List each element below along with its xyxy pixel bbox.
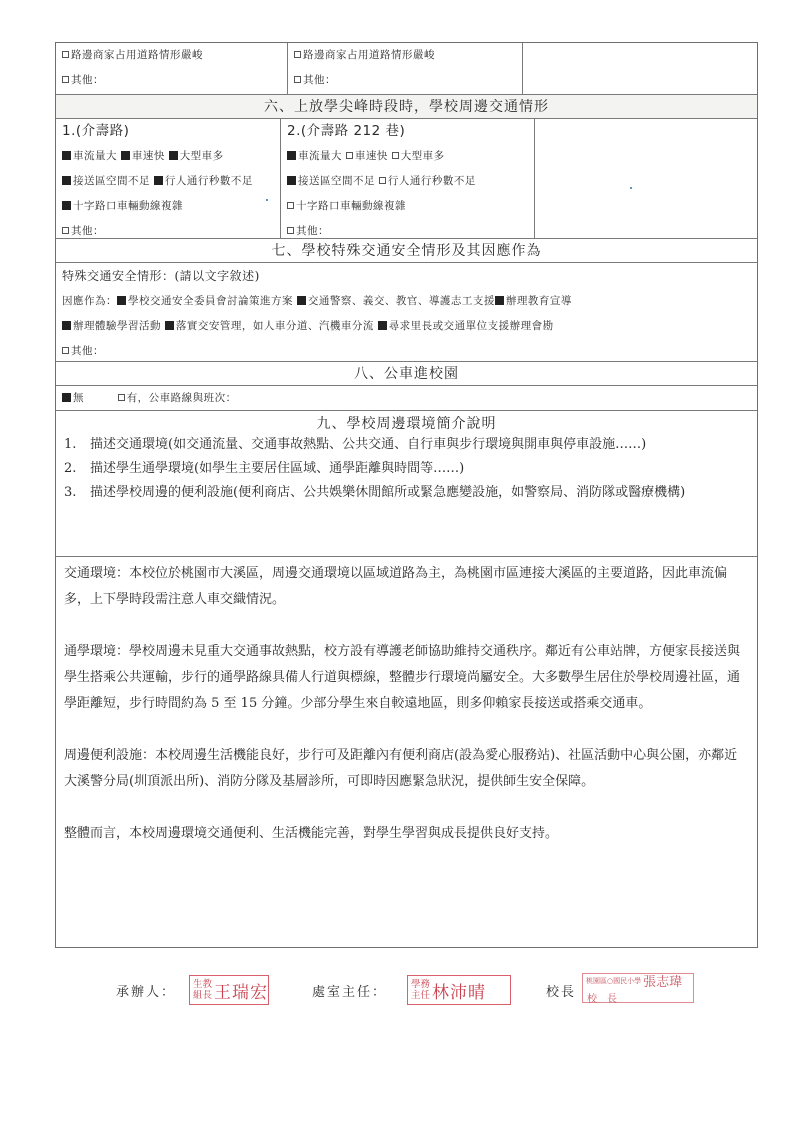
- section6-body: [56, 118, 757, 238]
- bus-has-label: 有，公車路線與班次：: [126, 392, 237, 404]
- office-director-label: 處室主任：: [312, 985, 388, 1000]
- handler-label: 承辦人：: [116, 985, 177, 1000]
- guide-item-number: 1.: [64, 437, 77, 452]
- section9-guide-list: [56, 433, 757, 507]
- checkbox[interactable]: [62, 51, 69, 58]
- option-label: 學校交通安全委員會討論策進方案: [128, 295, 297, 307]
- top-col3: [522, 43, 757, 94]
- option-label: 辦理教育宣導: [505, 295, 572, 307]
- checkbox[interactable]: [287, 176, 296, 185]
- stamp-title-bottom: 主任: [411, 990, 431, 1001]
- description-paragraph: 交通環境：本校位於桃園市大溪區，周邊交通環境以區域道路為主，為桃園市區連接大溪區的主要道路，因此車流偏多，上下學時段需注意人車交織情況。: [64, 566, 728, 607]
- road2-col: [280, 119, 534, 238]
- option-label: 落實交安管理，如人車分道、汽機車分流: [175, 320, 378, 332]
- checkbox[interactable]: [62, 201, 71, 210]
- stamp-name: 林沛晴: [432, 982, 487, 1003]
- bus-none-label: 無: [73, 392, 84, 404]
- guide-item-number: 2.: [64, 461, 77, 476]
- checkbox[interactable]: [287, 227, 294, 234]
- checkbox[interactable]: [379, 177, 386, 184]
- guide-item: [64, 457, 751, 481]
- option-label: 車速快: [131, 150, 165, 162]
- checkbox[interactable]: [287, 151, 296, 160]
- signature-row: [0, 973, 800, 1013]
- checkbox[interactable]: [62, 227, 69, 234]
- stamp-name: 王瑞宏: [214, 982, 269, 1003]
- checkbox[interactable]: [154, 176, 163, 185]
- other-label: 其他：: [296, 225, 329, 237]
- handler-stamp: [189, 975, 269, 1005]
- response-line-2: [62, 314, 751, 339]
- checkbox[interactable]: [62, 76, 69, 83]
- section7-body: [56, 262, 757, 361]
- option-label: 大型車多: [179, 150, 224, 162]
- checkbox[interactable]: [121, 151, 130, 160]
- stamp-title: 校 長: [587, 994, 617, 1005]
- option-label: 交通警察、義交、教官、導護志工支援: [307, 295, 495, 307]
- guide-item: [64, 433, 751, 457]
- other-label: 其他：: [71, 225, 104, 237]
- option-label: 接送區空間不足: [73, 175, 150, 187]
- guide-item-text: 描述學校周邊的便利設施(便利商店、公共娛樂休閒館所或緊急應變設施，如警察局、消防隊或醫療機構): [90, 485, 686, 500]
- option-label: 辦理體驗學習活動: [73, 320, 165, 332]
- top-col2: [287, 43, 522, 94]
- ink-dot: [630, 187, 632, 189]
- checkbox[interactable]: [62, 347, 69, 354]
- top-rows: [56, 43, 757, 94]
- option-label: 行人通行秒數不足: [387, 175, 476, 187]
- road1-col: [56, 119, 280, 238]
- checkbox[interactable]: [165, 321, 174, 330]
- road-name: 1.(介壽路): [62, 123, 130, 139]
- checkbox[interactable]: [62, 321, 71, 330]
- guide-item-text: 描述交通環境(如交通流量、交通事故熱點、公共交通、自行車與步行環境與開車與停車設施……): [90, 437, 647, 452]
- checkbox[interactable]: [378, 321, 387, 330]
- description-paragraph: 整體而言，本校周邊環境交通便利、生活機能完善，對學生學習與成長提供良好支持。: [64, 826, 559, 841]
- section9-title-text: 九、學校周邊環境簡介說明: [316, 416, 497, 432]
- traffic-form-table: [55, 42, 758, 948]
- checkbox[interactable]: [294, 51, 301, 58]
- principal-label: 校長: [546, 985, 577, 1000]
- top-col1: [56, 43, 287, 94]
- section8-body: [56, 385, 757, 410]
- section6-title: [56, 94, 757, 118]
- option-label: 路邊商家占用道路情形嚴峻: [303, 49, 435, 61]
- checkbox[interactable]: [495, 296, 504, 305]
- checkbox[interactable]: [117, 296, 126, 305]
- special-situation: 特殊交通安全情形：(請以文字敘述): [62, 269, 260, 283]
- response-label: 因應作為：: [62, 295, 117, 307]
- checkbox[interactable]: [297, 296, 306, 305]
- other-label: 其他：: [303, 74, 336, 86]
- stamp-title-top: 生教: [193, 979, 213, 990]
- guide-item-text: 描述學生通學環境(如學生主要居住區域、通學距離與時間等……): [90, 461, 465, 476]
- checkbox[interactable]: [62, 151, 71, 160]
- section9-intro: [56, 410, 757, 556]
- checkbox[interactable]: [392, 152, 399, 159]
- road-name: 2.(介壽路 212 巷): [287, 123, 406, 139]
- option-label: 尋求里長或交通單位支援辦理會勘: [388, 320, 554, 332]
- option-label: 大型車多: [400, 150, 445, 162]
- option-label: 接送區空間不足: [298, 175, 375, 187]
- ink-dot: [266, 199, 268, 201]
- checkbox[interactable]: [287, 202, 294, 209]
- section7-title-text: 七、學校特殊交通安全情形及其因應作為: [271, 243, 542, 259]
- stamp-name: 張志瑋: [643, 975, 683, 990]
- option-label: 路邊商家占用道路情形嚴峻: [71, 49, 203, 61]
- guide-item-number: 3.: [64, 485, 77, 500]
- stamp-title-top: 學務: [411, 979, 431, 990]
- option-label: 十字路口車輛動線複雜: [296, 200, 406, 212]
- checkbox[interactable]: [294, 76, 301, 83]
- stamp-title-bottom: 組長: [193, 990, 213, 1001]
- description-paragraph: 通學環境：學校周邊未見重大交通事故熱點，校方設有導護老師協助維持交通秩序。鄰近有公車站牌，方便家長接送與學生搭乘公共運輸，步行的通學路線具備人行道與標線，整體步行環境尚屬安全。大多數學生居住於學校周邊社區，通學距離短，步行時間約為 5 至 15 分鐘。少部分學生來自較遠地區，則多仰賴家長接送或搭乘交通車。: [64, 644, 741, 711]
- office-director-stamp: [407, 975, 511, 1005]
- description-text: [56, 557, 757, 851]
- checkbox[interactable]: [346, 152, 353, 159]
- other-label: 其他：: [71, 345, 104, 357]
- section6-title-text: 六、上放學尖峰時段時，學校周邊交通情形: [264, 99, 549, 115]
- principal-stamp: [582, 973, 694, 1003]
- option-label: 十字路口車輛動線複雜: [73, 200, 183, 212]
- section9-description: [56, 556, 757, 947]
- stamp-school: 桃園區○國民小學: [586, 976, 642, 985]
- bus-none-checkbox[interactable]: [62, 393, 71, 402]
- response-line-1: [62, 289, 751, 314]
- section8-title: [56, 361, 757, 385]
- bus-has-checkbox[interactable]: [118, 394, 125, 401]
- option-label: 車速快: [354, 150, 388, 162]
- road3-col: [534, 119, 757, 238]
- other-label: 其他：: [71, 74, 104, 86]
- option-label: 車流量大: [298, 150, 342, 162]
- option-label: 行人通行秒數不足: [164, 175, 253, 187]
- guide-item: [64, 481, 751, 505]
- description-paragraph: 周邊便利設施：本校周邊生活機能良好，步行可及距離內有便利商店(設為愛心服務站)、社區活動中心與公園，亦鄰近大溪警分局(圳頂派出所)、消防分隊及基層診所，可即時因應緊急狀況，提供師生安全保障。: [64, 748, 738, 789]
- option-label: 車流量大: [73, 150, 117, 162]
- checkbox[interactable]: [169, 151, 178, 160]
- section8-title-text: 八、公車進校園: [354, 366, 459, 382]
- checkbox[interactable]: [62, 176, 71, 185]
